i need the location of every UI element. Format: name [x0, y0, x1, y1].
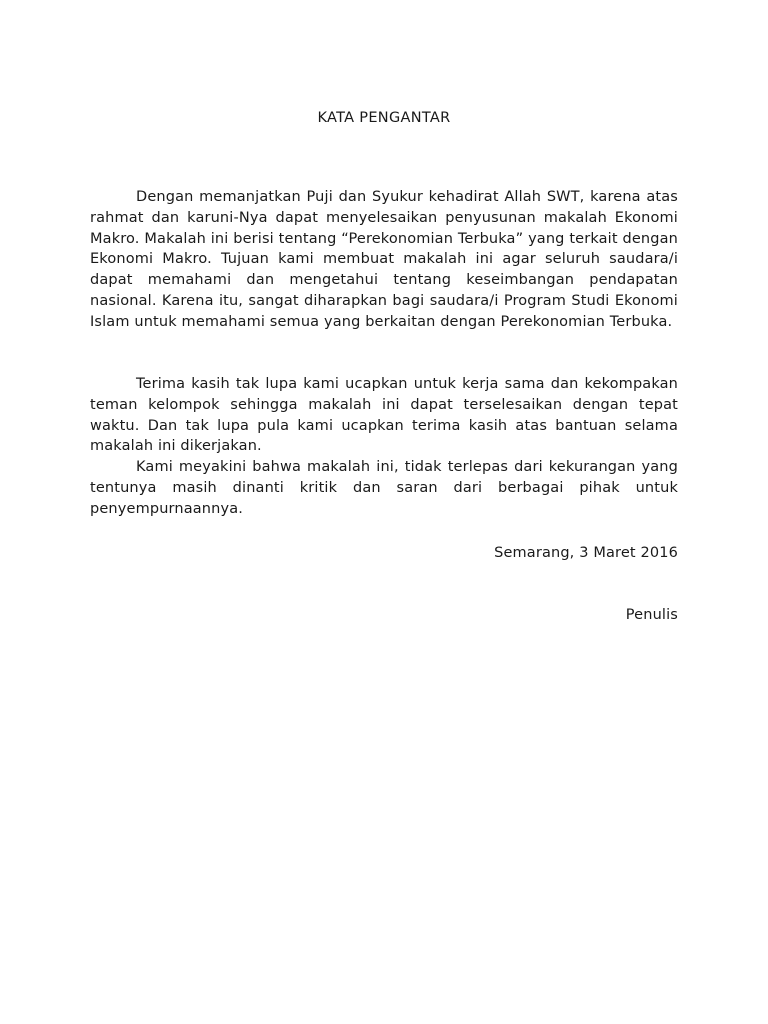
paragraph-opening: Dengan memanjatkan Puji dan Syukur kehadirat Allah SWT, karena atas rahmat dan karuni-Nya dapat menyelesaikan penyusunan makalah Ekonomi Makro. Makalah ini berisi tentang “Perekonomian Terbuka” yang terkait dengan Ekonomi Makro. Tujuan kami membuat makalah ini agar seluruh saudara/i dapat memahami dan mengetahui tentang keseimbangan pendapatan nasional. Karena itu, sangat diharapkan bagi saudara/i Program Studi Ekonomi Islam untuk memahami semua yang berkaitan dengan Perekonomian Terbuka. — [90, 189, 678, 330]
author-signature: Penulis — [625, 607, 678, 623]
place-and-date: Semarang, 3 Maret 2016 — [494, 545, 678, 561]
page-title: KATA PENGANTAR — [317, 110, 451, 126]
paragraph-thanks: Terima kasih tak lupa kami ucapkan untuk kerja sama dan kekompakan teman kelompok sehingga makalah ini dapat terselesaikan dengan tepat waktu. Dan tak lupa pula kami ucapkan terima kasih atas bantuan selama makalah ini dikerjakan. — [90, 376, 678, 455]
paragraph-closing: Kami meyakini bahwa makalah ini, tidak terlepas dari kekurangan yang tentunya masih dinanti kritik dan saran dari berbagai pihak untuk penyempurnaannya. — [90, 459, 678, 517]
